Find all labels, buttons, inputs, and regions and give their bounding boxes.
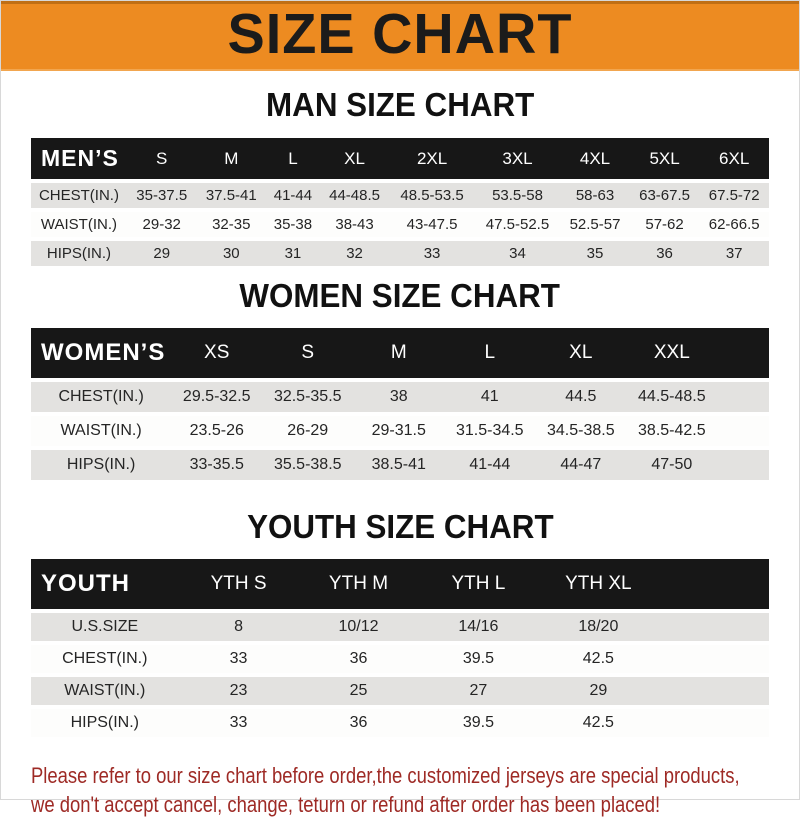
size-value-cell: 30 <box>197 241 267 266</box>
size-value-cell: 44-48.5 <box>320 183 390 208</box>
size-value-cell: 31.5-34.5 <box>444 416 535 446</box>
measurement-row-label: CHEST(IN.) <box>31 183 127 208</box>
table-corner-label: WOMEN’S <box>31 328 171 378</box>
table-row <box>31 450 769 480</box>
measurement-row-label: WAIST(IN.) <box>31 677 179 705</box>
size-value-cell: 31 <box>266 241 320 266</box>
size-value-cell: 32.5-35.5 <box>262 382 353 412</box>
measurement-row-label: CHEST(IN.) <box>31 382 171 412</box>
measurement-row-label: CHEST(IN.) <box>31 645 179 673</box>
size-column-header: S <box>262 328 353 378</box>
size-column-header: 6XL <box>699 138 769 179</box>
size-value-cell: 44.5 <box>535 382 626 412</box>
size-value-cell: 27 <box>418 677 538 705</box>
size-value-cell: 36 <box>299 645 419 673</box>
size-value-cell: 57-62 <box>630 212 700 237</box>
spacer-cell <box>658 559 769 609</box>
size-value-cell: 53.5-58 <box>475 183 560 208</box>
table-corner-label: MEN’S <box>31 138 127 179</box>
youth-size-table <box>1 555 799 741</box>
size-value-cell: 29.5-32.5 <box>171 382 262 412</box>
size-column-header: YTH M <box>299 559 419 609</box>
size-value-cell: 18/20 <box>538 613 658 641</box>
size-value-cell: 25 <box>299 677 419 705</box>
table-corner-label: YOUTH <box>31 559 179 609</box>
size-value-cell: 37 <box>699 241 769 266</box>
size-value-cell: 35-37.5 <box>127 183 197 208</box>
size-value-cell: 38.5-42.5 <box>626 416 717 446</box>
table-row <box>31 416 769 446</box>
spacer-cell <box>717 328 769 378</box>
size-value-cell: 38.5-41 <box>353 450 444 480</box>
size-column-header: XXL <box>626 328 717 378</box>
table-header-row <box>31 328 769 378</box>
size-value-cell: 33 <box>179 645 299 673</box>
size-value-cell: 58-63 <box>560 183 630 208</box>
size-value-cell: 43-47.5 <box>389 212 474 237</box>
table-row <box>31 212 769 237</box>
men-size-table <box>1 134 799 270</box>
table-row <box>31 382 769 412</box>
women-size-chart-heading-text: WOMEN SIZE CHART <box>239 277 561 314</box>
size-value-cell: 36 <box>630 241 700 266</box>
table-row <box>31 677 769 705</box>
table-row <box>31 709 769 737</box>
spacer-cell <box>658 677 769 705</box>
measurement-row-label: HIPS(IN.) <box>31 709 179 737</box>
size-column-header: XL <box>320 138 390 179</box>
size-value-cell: 36 <box>299 709 419 737</box>
order-disclaimer <box>31 761 799 819</box>
size-value-cell: 38 <box>353 382 444 412</box>
women-size-chart-heading <box>1 279 799 312</box>
disclaimer-line-1: Please refer to our size chart before order,the customized jerseys are special products, <box>31 763 740 788</box>
table-row <box>31 183 769 208</box>
spacer-cell <box>658 645 769 673</box>
size-column-header: M <box>353 328 444 378</box>
size-value-cell: 35 <box>560 241 630 266</box>
disclaimer-line-2: we don't accept cancel, change, teturn or refund after order has been placed! <box>31 792 661 817</box>
man-size-chart-heading-text: MAN SIZE CHART <box>265 86 535 123</box>
man-size-chart-heading <box>1 88 799 121</box>
youth-size-chart-heading-text: YOUTH SIZE CHART <box>246 508 554 545</box>
measurement-row-label: WAIST(IN.) <box>31 212 127 237</box>
size-value-cell: 41-44 <box>444 450 535 480</box>
size-column-header: YTH S <box>179 559 299 609</box>
size-value-cell: 32 <box>320 241 390 266</box>
measurement-row-label: HIPS(IN.) <box>31 450 171 480</box>
size-value-cell: 47.5-52.5 <box>475 212 560 237</box>
size-column-header: XL <box>535 328 626 378</box>
women-size-table <box>1 324 799 484</box>
size-value-cell: 29-32 <box>127 212 197 237</box>
measurement-row-label: HIPS(IN.) <box>31 241 127 266</box>
size-column-header: 5XL <box>630 138 700 179</box>
size-value-cell: 62-66.5 <box>699 212 769 237</box>
size-value-cell: 26-29 <box>262 416 353 446</box>
size-value-cell: 23 <box>179 677 299 705</box>
spacer-cell <box>717 450 769 480</box>
size-value-cell: 42.5 <box>538 645 658 673</box>
size-column-header: XS <box>171 328 262 378</box>
size-column-header: YTH L <box>418 559 538 609</box>
size-value-cell: 63-67.5 <box>630 183 700 208</box>
size-column-header: 3XL <box>475 138 560 179</box>
size-value-cell: 8 <box>179 613 299 641</box>
youth-size-chart-heading <box>1 510 799 543</box>
size-value-cell: 33-35.5 <box>171 450 262 480</box>
size-column-header: 4XL <box>560 138 630 179</box>
size-value-cell: 34.5-38.5 <box>535 416 626 446</box>
measurement-row-label: WAIST(IN.) <box>31 416 171 446</box>
size-value-cell: 42.5 <box>538 709 658 737</box>
size-column-header: L <box>444 328 535 378</box>
size-value-cell: 29 <box>538 677 658 705</box>
size-value-cell: 14/16 <box>418 613 538 641</box>
size-column-header: YTH XL <box>538 559 658 609</box>
size-value-cell: 39.5 <box>418 709 538 737</box>
size-value-cell: 29 <box>127 241 197 266</box>
size-value-cell: 52.5-57 <box>560 212 630 237</box>
size-value-cell: 41-44 <box>266 183 320 208</box>
size-value-cell: 39.5 <box>418 645 538 673</box>
size-value-cell: 44-47 <box>535 450 626 480</box>
size-value-cell: 67.5-72 <box>699 183 769 208</box>
size-column-header: L <box>266 138 320 179</box>
table-row <box>31 241 769 266</box>
spacer-cell <box>658 613 769 641</box>
spacer-cell <box>658 709 769 737</box>
measurement-row-label: U.S.SIZE <box>31 613 179 641</box>
size-value-cell: 41 <box>444 382 535 412</box>
size-value-cell: 33 <box>389 241 474 266</box>
size-value-cell: 48.5-53.5 <box>389 183 474 208</box>
spacer-cell <box>717 416 769 446</box>
size-value-cell: 38-43 <box>320 212 390 237</box>
size-column-header: S <box>127 138 197 179</box>
size-value-cell: 32-35 <box>197 212 267 237</box>
size-value-cell: 47-50 <box>626 450 717 480</box>
size-value-cell: 10/12 <box>299 613 419 641</box>
table-row <box>31 645 769 673</box>
size-value-cell: 29-31.5 <box>353 416 444 446</box>
size-value-cell: 33 <box>179 709 299 737</box>
size-value-cell: 35-38 <box>266 212 320 237</box>
table-header-row <box>31 138 769 179</box>
size-value-cell: 23.5-26 <box>171 416 262 446</box>
size-column-header: 2XL <box>389 138 474 179</box>
size-value-cell: 35.5-38.5 <box>262 450 353 480</box>
size-chart-banner <box>1 1 799 71</box>
size-value-cell: 37.5-41 <box>197 183 267 208</box>
size-value-cell: 34 <box>475 241 560 266</box>
size-chart-title: SIZE CHART <box>227 2 573 66</box>
spacer-cell <box>717 382 769 412</box>
size-value-cell: 44.5-48.5 <box>626 382 717 412</box>
table-header-row <box>31 559 769 609</box>
table-row <box>31 613 769 641</box>
size-column-header: M <box>197 138 267 179</box>
